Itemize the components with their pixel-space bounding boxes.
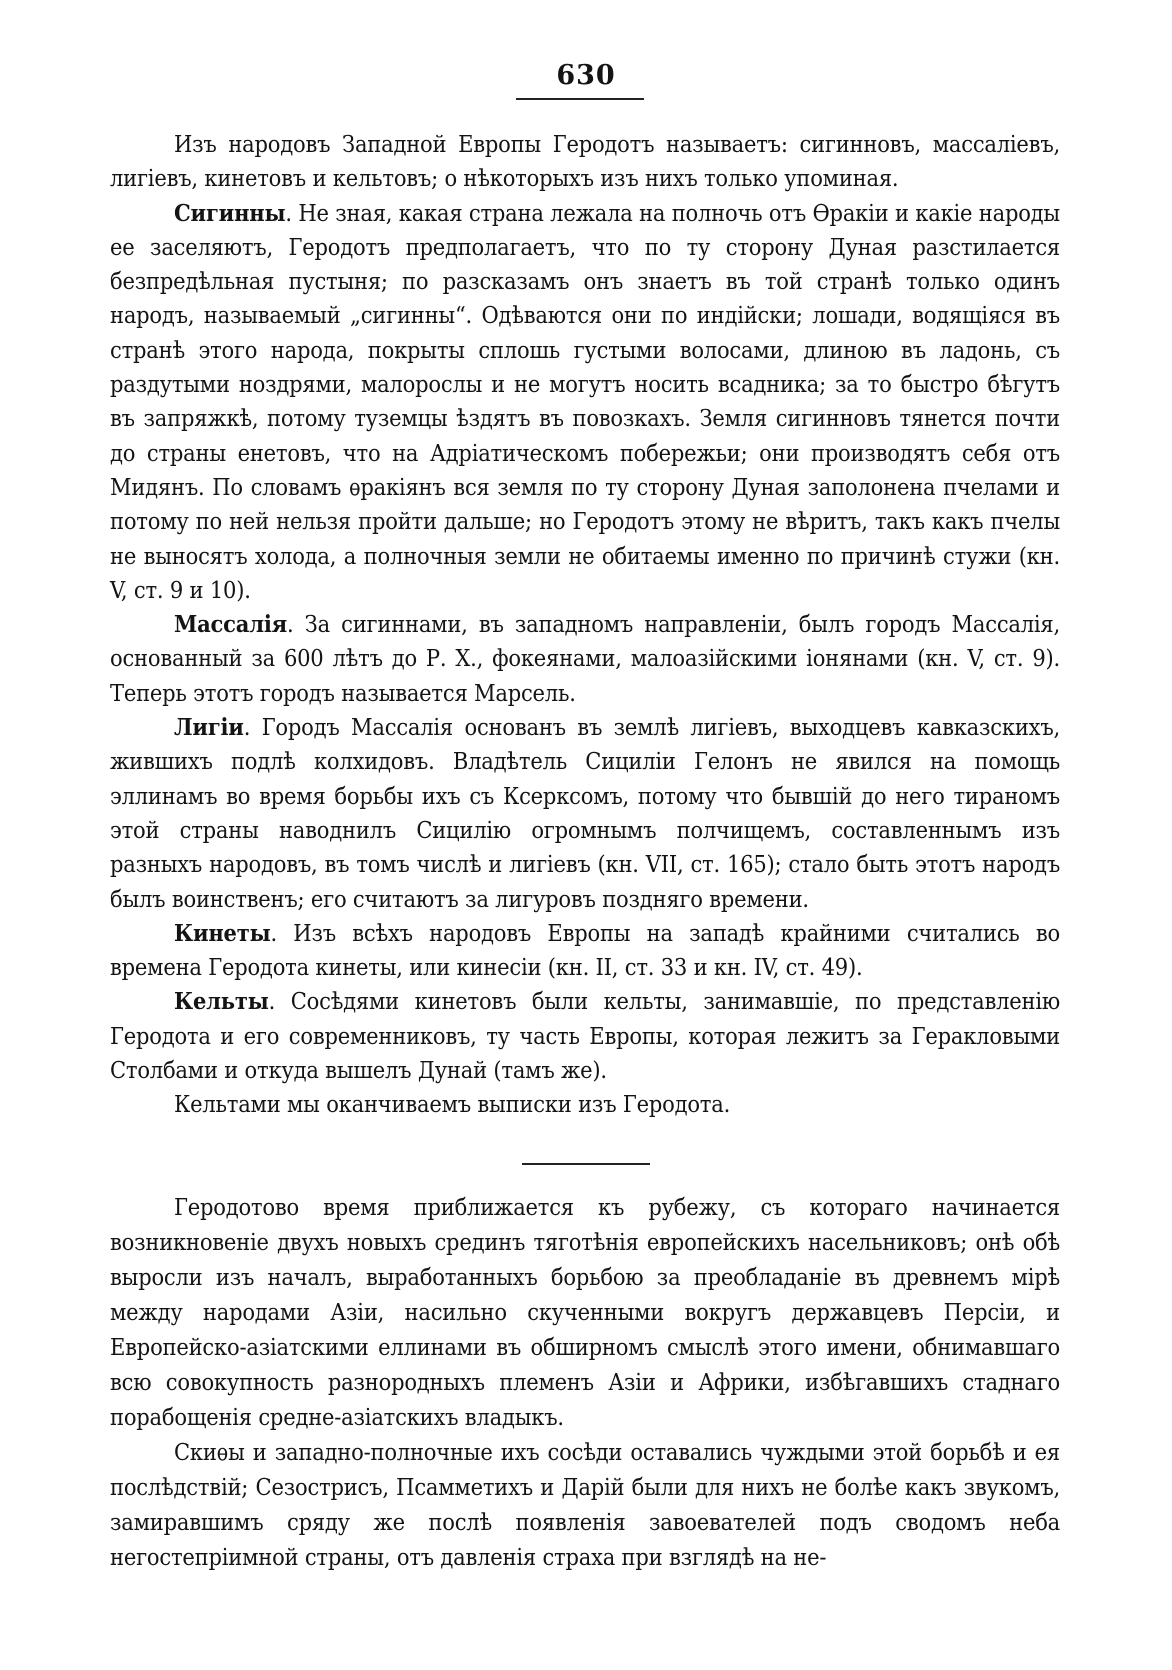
entry-heading: Кинеты — [174, 918, 271, 947]
intro-paragraph: Изъ народовъ Западной Европы Геродотъ называетъ: сигинновъ, массаліевъ, лигіевъ, кинетовъ и кельтовъ; о нѣкоторыхъ изъ нихъ только упоминая. — [110, 130, 1060, 193]
entry-text: . За сигиннами, въ западномъ направленіи, былъ городъ Массалія, основанный за 600 лѣтъ до Р. Х., фокеянами, малоазійскими іонянами (кн. V, ст. 9). Теперь этотъ городъ называется Марсель. — [110, 610, 1060, 707]
entry-heading: Массалія — [174, 610, 287, 639]
paragraph-ligyes — [110, 710, 1060, 916]
entry-text: . Городъ Массалія основанъ въ землѣ лигіевъ, выходцевъ кавказскихъ, жившихъ подлѣ колхидовъ. Владѣтель Сициліи Гелонъ не явился на помощь эллинамъ во время борьбы ихъ съ Ксерксомъ, потому что бывшій до него тираномъ этой страны наводнилъ Сицилію огромнымъ полчищемъ, составленнымъ изъ разныхъ народовъ, въ томъ числѣ и лигіевъ (кн. VII, ст. 165); стало быть этотъ народъ былъ воинственъ; его считаютъ за лигуровъ поздняго времени. — [110, 713, 1060, 913]
entry-heading: Кельты — [174, 987, 269, 1016]
entry-text: . Не зная, какая страна лежала на полночь отъ Ѳракіи и какіе народы ее заселяютъ, Геродотъ предполагаетъ, что по ту сторону Дуная разстилается безпредѣльная пустыня; по разсказамъ онъ знаетъ въ той странѣ только одинъ народъ, называемый „сигинны“. Одѣваются они по индійски; лошади, водящіяся въ странѣ этого народа, покрыты сплошь густыми волосами, длиною въ ладонь, съ раздутыми ноздрями, малорослы и не могутъ носить всадника; за то быстро бѣгутъ въ запряжкѣ, потому туземцы ѣздятъ въ повозкахъ. Земля сигинновъ тянется почти до страны енетовъ, что на Адріатическомъ побережьи; они производятъ себя отъ Мидянъ. По словамъ ѳракіянъ вся земля по ту сторону Дуная заполонена пчелами и потому по ней нельзя пройти дальше; но Геродотъ этому не вѣритъ, такъ какъ пчелы не выносятъ холода, а полночныя земли не обитаемы именно по причинѣ стужи (кн. V, ст. 9 и 10). — [110, 198, 1060, 604]
section-herodotus-era — [110, 1190, 1060, 1575]
entry-text: . Сосѣдями кинетовъ были кельты, занимавшіе, по представленію Геродота и его современниковъ, ту часть Европы, которая лежитъ за Геракловыми Столбами и откуда вышелъ Дунай (тамъ же). — [110, 987, 1060, 1085]
entry-heading: Лигіи — [174, 713, 244, 742]
paragraph-sigynnae — [110, 196, 1060, 608]
entry-text: . Изъ всѣхъ народовъ Европы на западѣ крайними считались во времена Геродота кинеты, или кинесіи (кн. II, ст. 33 и кн. IV, ст. 49). — [110, 918, 1060, 982]
section-divider — [522, 1163, 650, 1165]
paragraph-massalia — [110, 607, 1060, 710]
paragraph-celts — [110, 984, 1060, 1087]
entry-heading: Сигинны — [174, 198, 286, 227]
paragraph-scythians: Скиѳы и западно-полночные ихъ сосѣди оставались чуждыми этой борьбѣ и ея послѣдствій; Сезострисъ, Псамметихъ и Дарій были для нихъ не болѣе какъ звукомъ, замиравшимъ сряду же послѣ появленія завоевателей подъ сводомъ неба негостепріимной страны, отъ давленія страха при взглядѣ на не- — [110, 1438, 1060, 1571]
page-number: 630 — [556, 60, 616, 91]
section-west-european-peoples — [110, 127, 1060, 1122]
paragraph-cynetes — [110, 916, 1060, 985]
page-number-underline — [516, 98, 644, 100]
paragraph-herodotus-era: Геродотово время приближается къ рубежу, съ котораго начинается возникновеніе двухъ новыхъ срединъ тяготѣнія европейскихъ насельниковъ; онѣ обѣ выросли изъ началъ, выработанныхъ борьбою за преобладаніе въ древнемъ мірѣ между народами Азіи, насильно скученными вокругъ державцевъ Персіи, и Европейско-азіатскими еллинами въ обширномъ смыслѣ этого имени, обнимавшаго всю совокупность разнородныхъ племенъ Азіи и Африки, избѣгавшихъ стаднаго порабощенія средне-азіатскихъ владыкъ. — [110, 1193, 1060, 1431]
closing-paragraph: Кельтами мы оканчиваемъ выписки изъ Геродота. — [174, 1090, 731, 1119]
